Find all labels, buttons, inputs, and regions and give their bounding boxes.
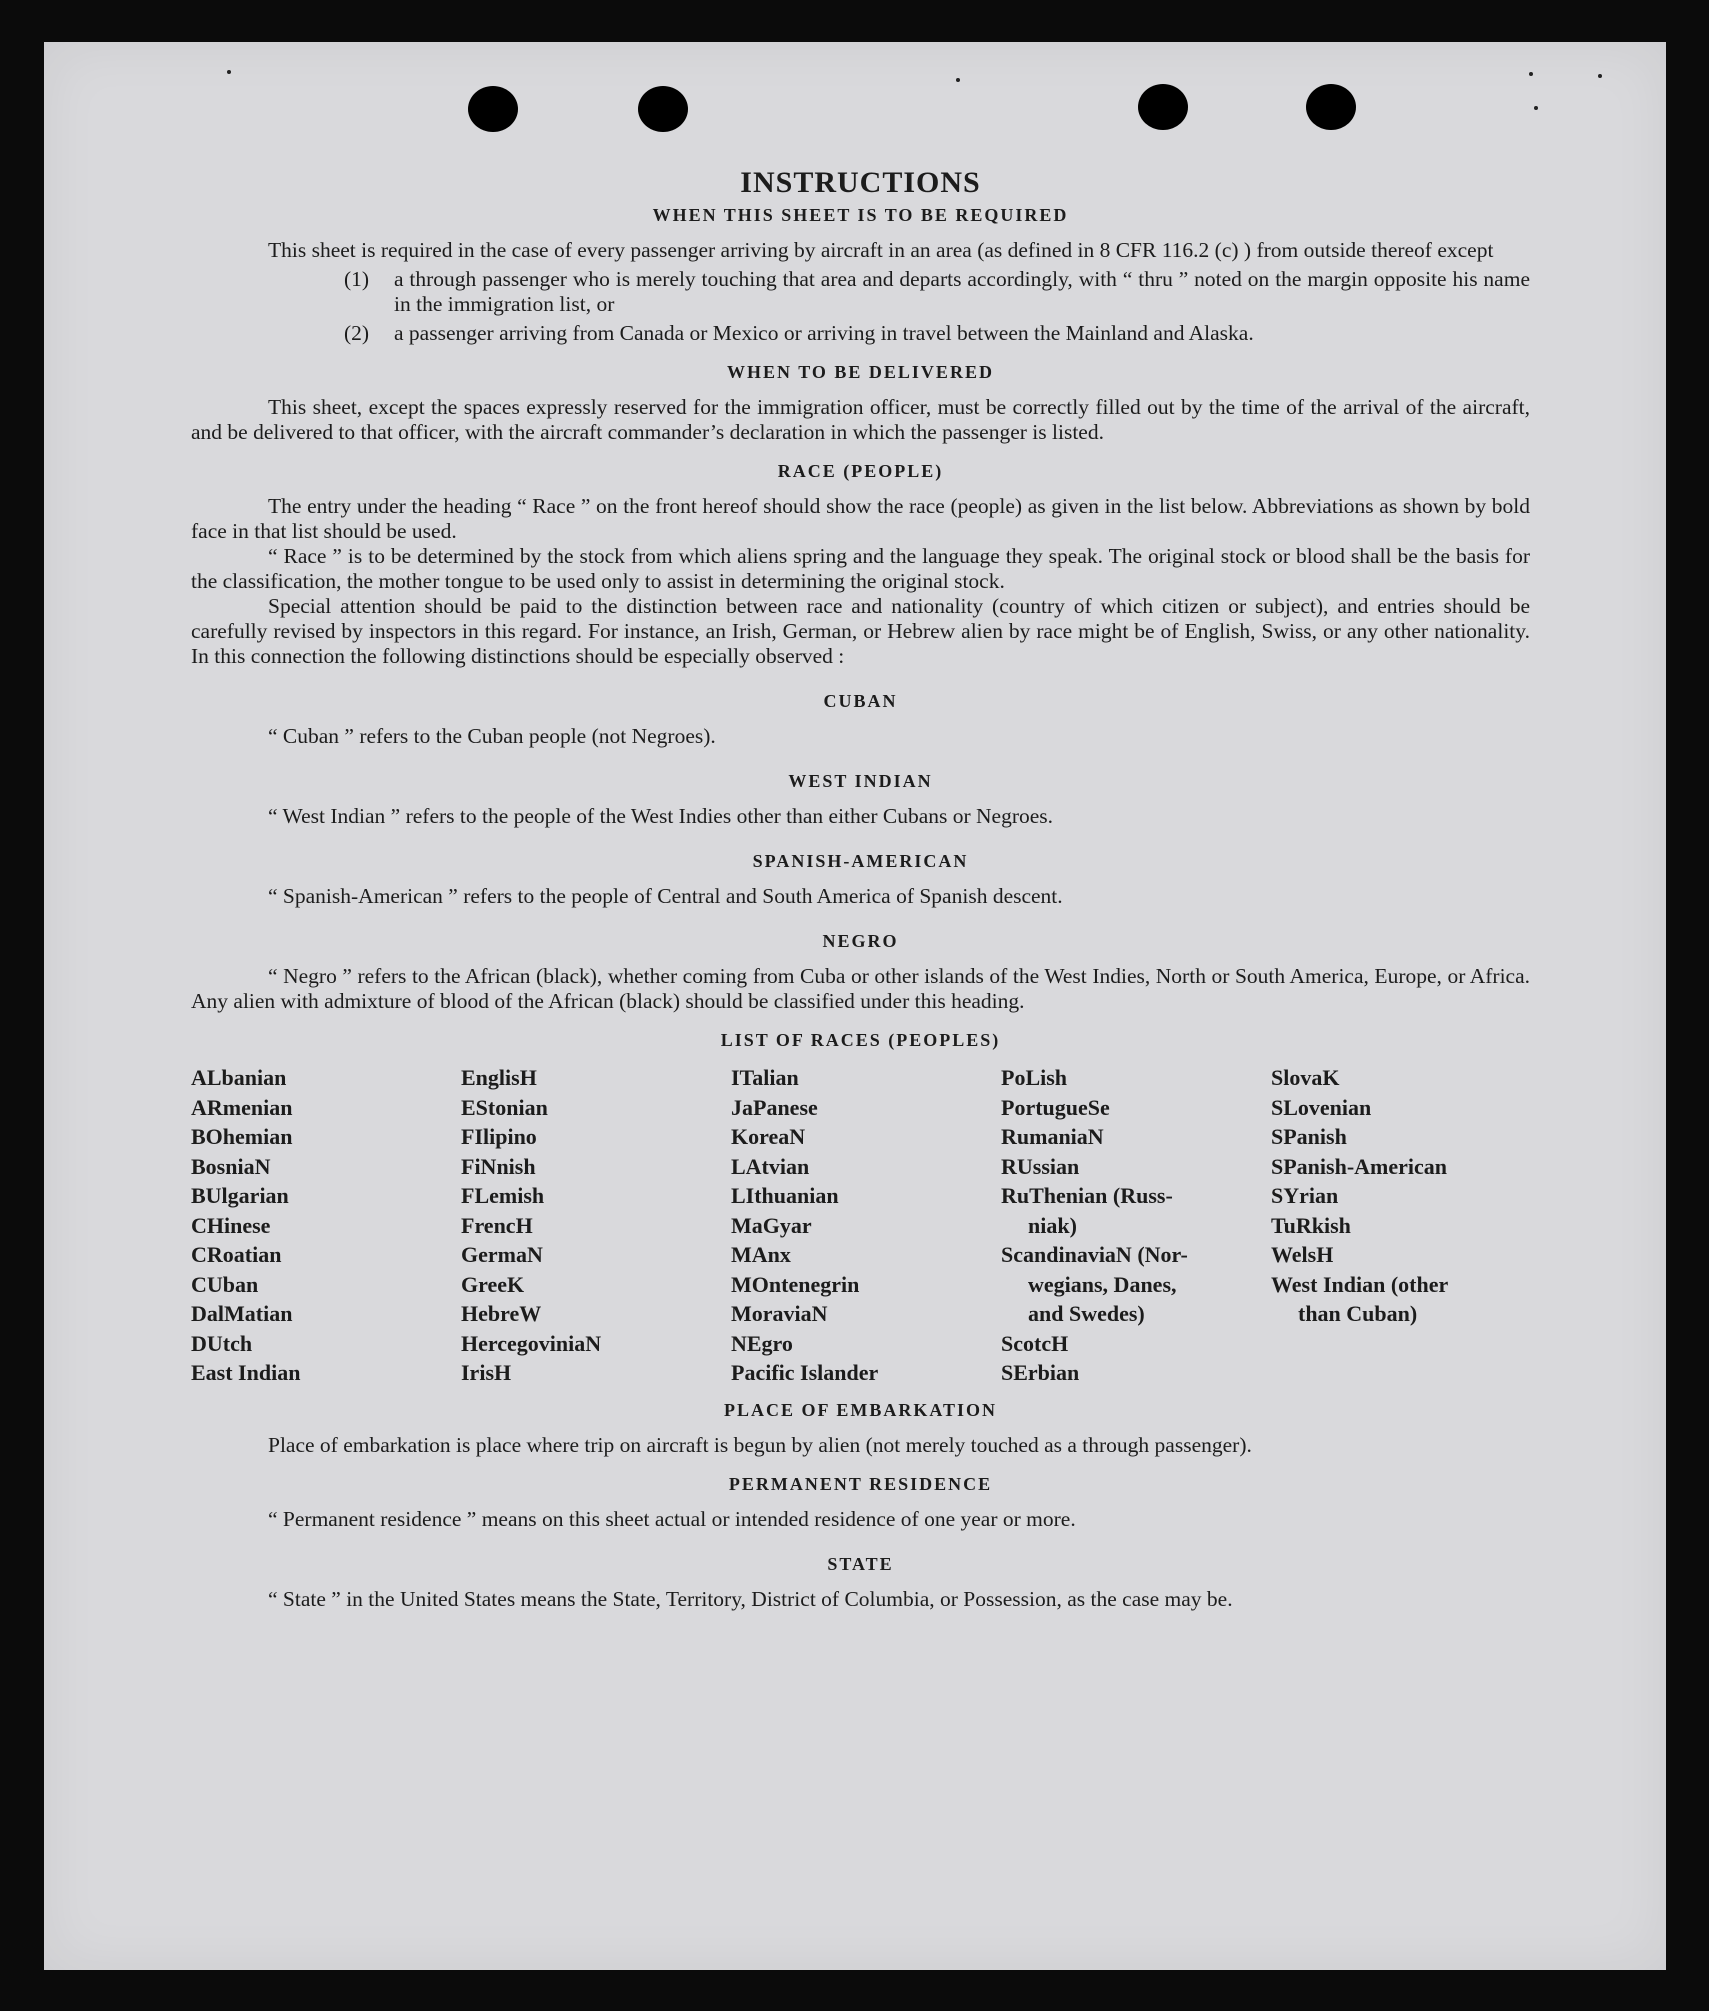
heading-cuban: CUBAN	[823, 691, 898, 711]
race-item: PortugueSe	[1001, 1094, 1110, 1120]
races-list	[191, 1063, 1530, 1388]
race-item: NEgro	[731, 1330, 793, 1356]
race-item: CHinese	[191, 1212, 271, 1238]
punch-hole	[1306, 84, 1356, 130]
race-item: MoraviaN	[731, 1301, 828, 1326]
races-column	[461, 1063, 731, 1388]
races-column	[1001, 1063, 1271, 1388]
race-item: PoLish	[1001, 1065, 1068, 1090]
race-item: RuThenian (Russ-	[1001, 1183, 1173, 1208]
paragraph: “ State ” in the United States means the State, Territory, District of Columbia, or Possession, as the case may be.	[268, 1586, 1233, 1611]
paragraph: Place of embarkation is place where trip on aircraft is begun by alien (not merely touched as a through passenger).	[268, 1432, 1252, 1457]
race-item: FLemish	[461, 1183, 545, 1208]
heading-state: STATE	[827, 1553, 894, 1574]
race-item: GermaN	[461, 1242, 543, 1267]
heading-spanish-american: SPANISH-AMERICAN	[752, 851, 969, 871]
paragraph: “ West Indian ” refers to the people of the West Indies other than either Cubans or Negroes.	[268, 804, 1054, 828]
race-item: WelsH	[1271, 1242, 1334, 1267]
heading-west-indian: WEST INDIAN	[788, 771, 933, 791]
race-item: SYrian	[1271, 1183, 1339, 1208]
race-item: FrencH	[461, 1212, 533, 1238]
document-page	[44, 42, 1666, 1970]
race-item: RUssian	[1001, 1153, 1080, 1179]
punch-hole	[1138, 84, 1188, 130]
race-item: and Swedes)	[1028, 1301, 1145, 1326]
race-item: JaPanese	[731, 1094, 818, 1120]
paragraph: “ Cuban ” refers to the Cuban people (not Negroes).	[268, 724, 716, 748]
race-item: EStonian	[461, 1094, 548, 1120]
list-item	[191, 267, 1530, 317]
punch-hole	[638, 86, 688, 132]
heading-list-of-races: LIST OF RACES (PEOPLES)	[720, 1030, 1001, 1050]
race-item: ALbanian	[191, 1065, 287, 1090]
race-item: LIthuanian	[731, 1183, 839, 1208]
heading-negro: NEGRO	[822, 931, 899, 951]
heading-race: RACE (PEOPLE)	[777, 461, 944, 481]
race-item: ScandinaviaN (Nor-	[1001, 1242, 1188, 1267]
item-number: (2)	[344, 321, 370, 345]
race-item: BosniaN	[191, 1153, 271, 1179]
race-item: niak)	[1028, 1212, 1077, 1238]
race-item: LAtvian	[731, 1153, 810, 1179]
item-text: a passenger arriving from Canada or Mexico or arriving in travel between the Mainland and Alaska.	[394, 321, 1254, 345]
dust-speck	[1598, 74, 1602, 78]
race-item: DUtch	[191, 1330, 253, 1356]
race-item: HercegoviniaN	[461, 1330, 602, 1356]
race-item: West Indian (other	[1271, 1271, 1449, 1297]
race-item: SLovenian	[1271, 1094, 1372, 1120]
punch-hole	[468, 86, 518, 132]
heading-permanent-residence: PERMANENT RESIDENCE	[728, 1473, 993, 1494]
heading-when-required: WHEN THIS SHEET IS TO BE REQUIRED	[652, 205, 1069, 225]
race-item: ARmenian	[191, 1094, 293, 1120]
race-item: MaGyar	[731, 1212, 812, 1238]
heading-embarkation: PLACE OF EMBARKATION	[723, 1399, 997, 1420]
dust-speck	[1529, 72, 1533, 76]
paragraph: The entry under the heading “ Race ” on the front hereof should show the race (people) as given in the list below. Abbreviations as shown by bold face in that list should be used.	[191, 494, 1530, 543]
race-item: ITalian	[731, 1065, 799, 1090]
heading-when-delivered: WHEN TO BE DELIVERED	[727, 362, 994, 382]
race-item: GreeK	[461, 1271, 525, 1297]
paragraph: “ Permanent residence ” means on this sheet actual or intended residence of one year or more.	[268, 1506, 1076, 1531]
race-item: SErbian	[1001, 1360, 1080, 1385]
race-item: wegians, Danes,	[1028, 1271, 1177, 1297]
race-item: HebreW	[461, 1301, 542, 1326]
item-text: a through passenger who is merely touching that area and departs accordingly, with “ thru ” noted on the margin opposite his name in the immigration list, or	[394, 267, 1530, 316]
dust-speck	[227, 70, 231, 74]
paragraph: This sheet is required in the case of every passenger arriving by aircraft in an area (as defined in 8 CFR 116.2 (c) ) from outside thereof except	[268, 238, 1494, 262]
race-item: EnglisH	[461, 1065, 537, 1090]
race-item: KoreaN	[731, 1124, 806, 1149]
race-item: Pacific Islander	[731, 1360, 879, 1385]
races-column	[191, 1063, 461, 1388]
race-item: BOhemian	[191, 1124, 293, 1149]
dust-speck	[956, 78, 960, 82]
race-item: TuRkish	[1271, 1212, 1351, 1238]
race-item: FIlipino	[461, 1124, 537, 1149]
instructions-text	[191, 166, 1530, 1612]
dust-speck	[1534, 106, 1538, 110]
race-item: MOntenegrin	[731, 1271, 860, 1297]
race-item: SlovaK	[1271, 1065, 1340, 1090]
race-item: BUlgarian	[191, 1183, 289, 1208]
race-item: than Cuban)	[1298, 1301, 1418, 1326]
race-item: DalMatian	[191, 1301, 293, 1326]
race-item: RumaniaN	[1001, 1124, 1104, 1149]
race-item: MAnx	[731, 1242, 791, 1267]
race-item: IrisH	[461, 1360, 512, 1385]
item-number: (1)	[344, 267, 370, 291]
race-item: CRoatian	[191, 1242, 282, 1267]
paragraph: “ Negro ” refers to the African (black), whether coming from Cuba or other islands of the West Indies, North or South America, Europe, or Africa. Any alien with admixture of blood of the African (black) should be classified under this heading.	[191, 964, 1530, 1013]
paragraph: “ Race ” is to be determined by the stock from which aliens spring and the language they speak. The original stock or blood shall be the basis for the classification, the mother tongue to be used only to assist in determining the original stock.	[191, 544, 1530, 593]
race-item: East Indian	[191, 1360, 301, 1385]
race-item: CUban	[191, 1271, 259, 1297]
races-column	[1271, 1063, 1541, 1388]
page-title: INSTRUCTIONS	[740, 166, 981, 199]
paragraph: “ Spanish-American ” refers to the people of Central and South America of Spanish descent.	[268, 884, 1063, 908]
race-item: ScotcH	[1001, 1330, 1069, 1356]
races-column	[731, 1063, 1001, 1388]
list-item	[191, 321, 1530, 346]
race-item: FiNnish	[461, 1153, 536, 1179]
race-item: SPanish	[1271, 1124, 1347, 1149]
paragraph: This sheet, except the spaces expressly reserved for the immigration officer, must be correctly filled out by the time of the arrival of the aircraft, and be delivered to that officer, with the aircraft commander’s declaration in which the passenger is listed.	[191, 395, 1530, 444]
race-item: SPanish-American	[1271, 1153, 1447, 1179]
paragraph: Special attention should be paid to the distinction between race and nationality (country of which citizen or subject), and entries should be carefully revised by inspectors in this regard. For instance, an Irish, German, or Hebrew alien by race might be of English, Swiss, or any other nationality. In this connection the following distinctions should be especially observed :	[191, 594, 1530, 668]
